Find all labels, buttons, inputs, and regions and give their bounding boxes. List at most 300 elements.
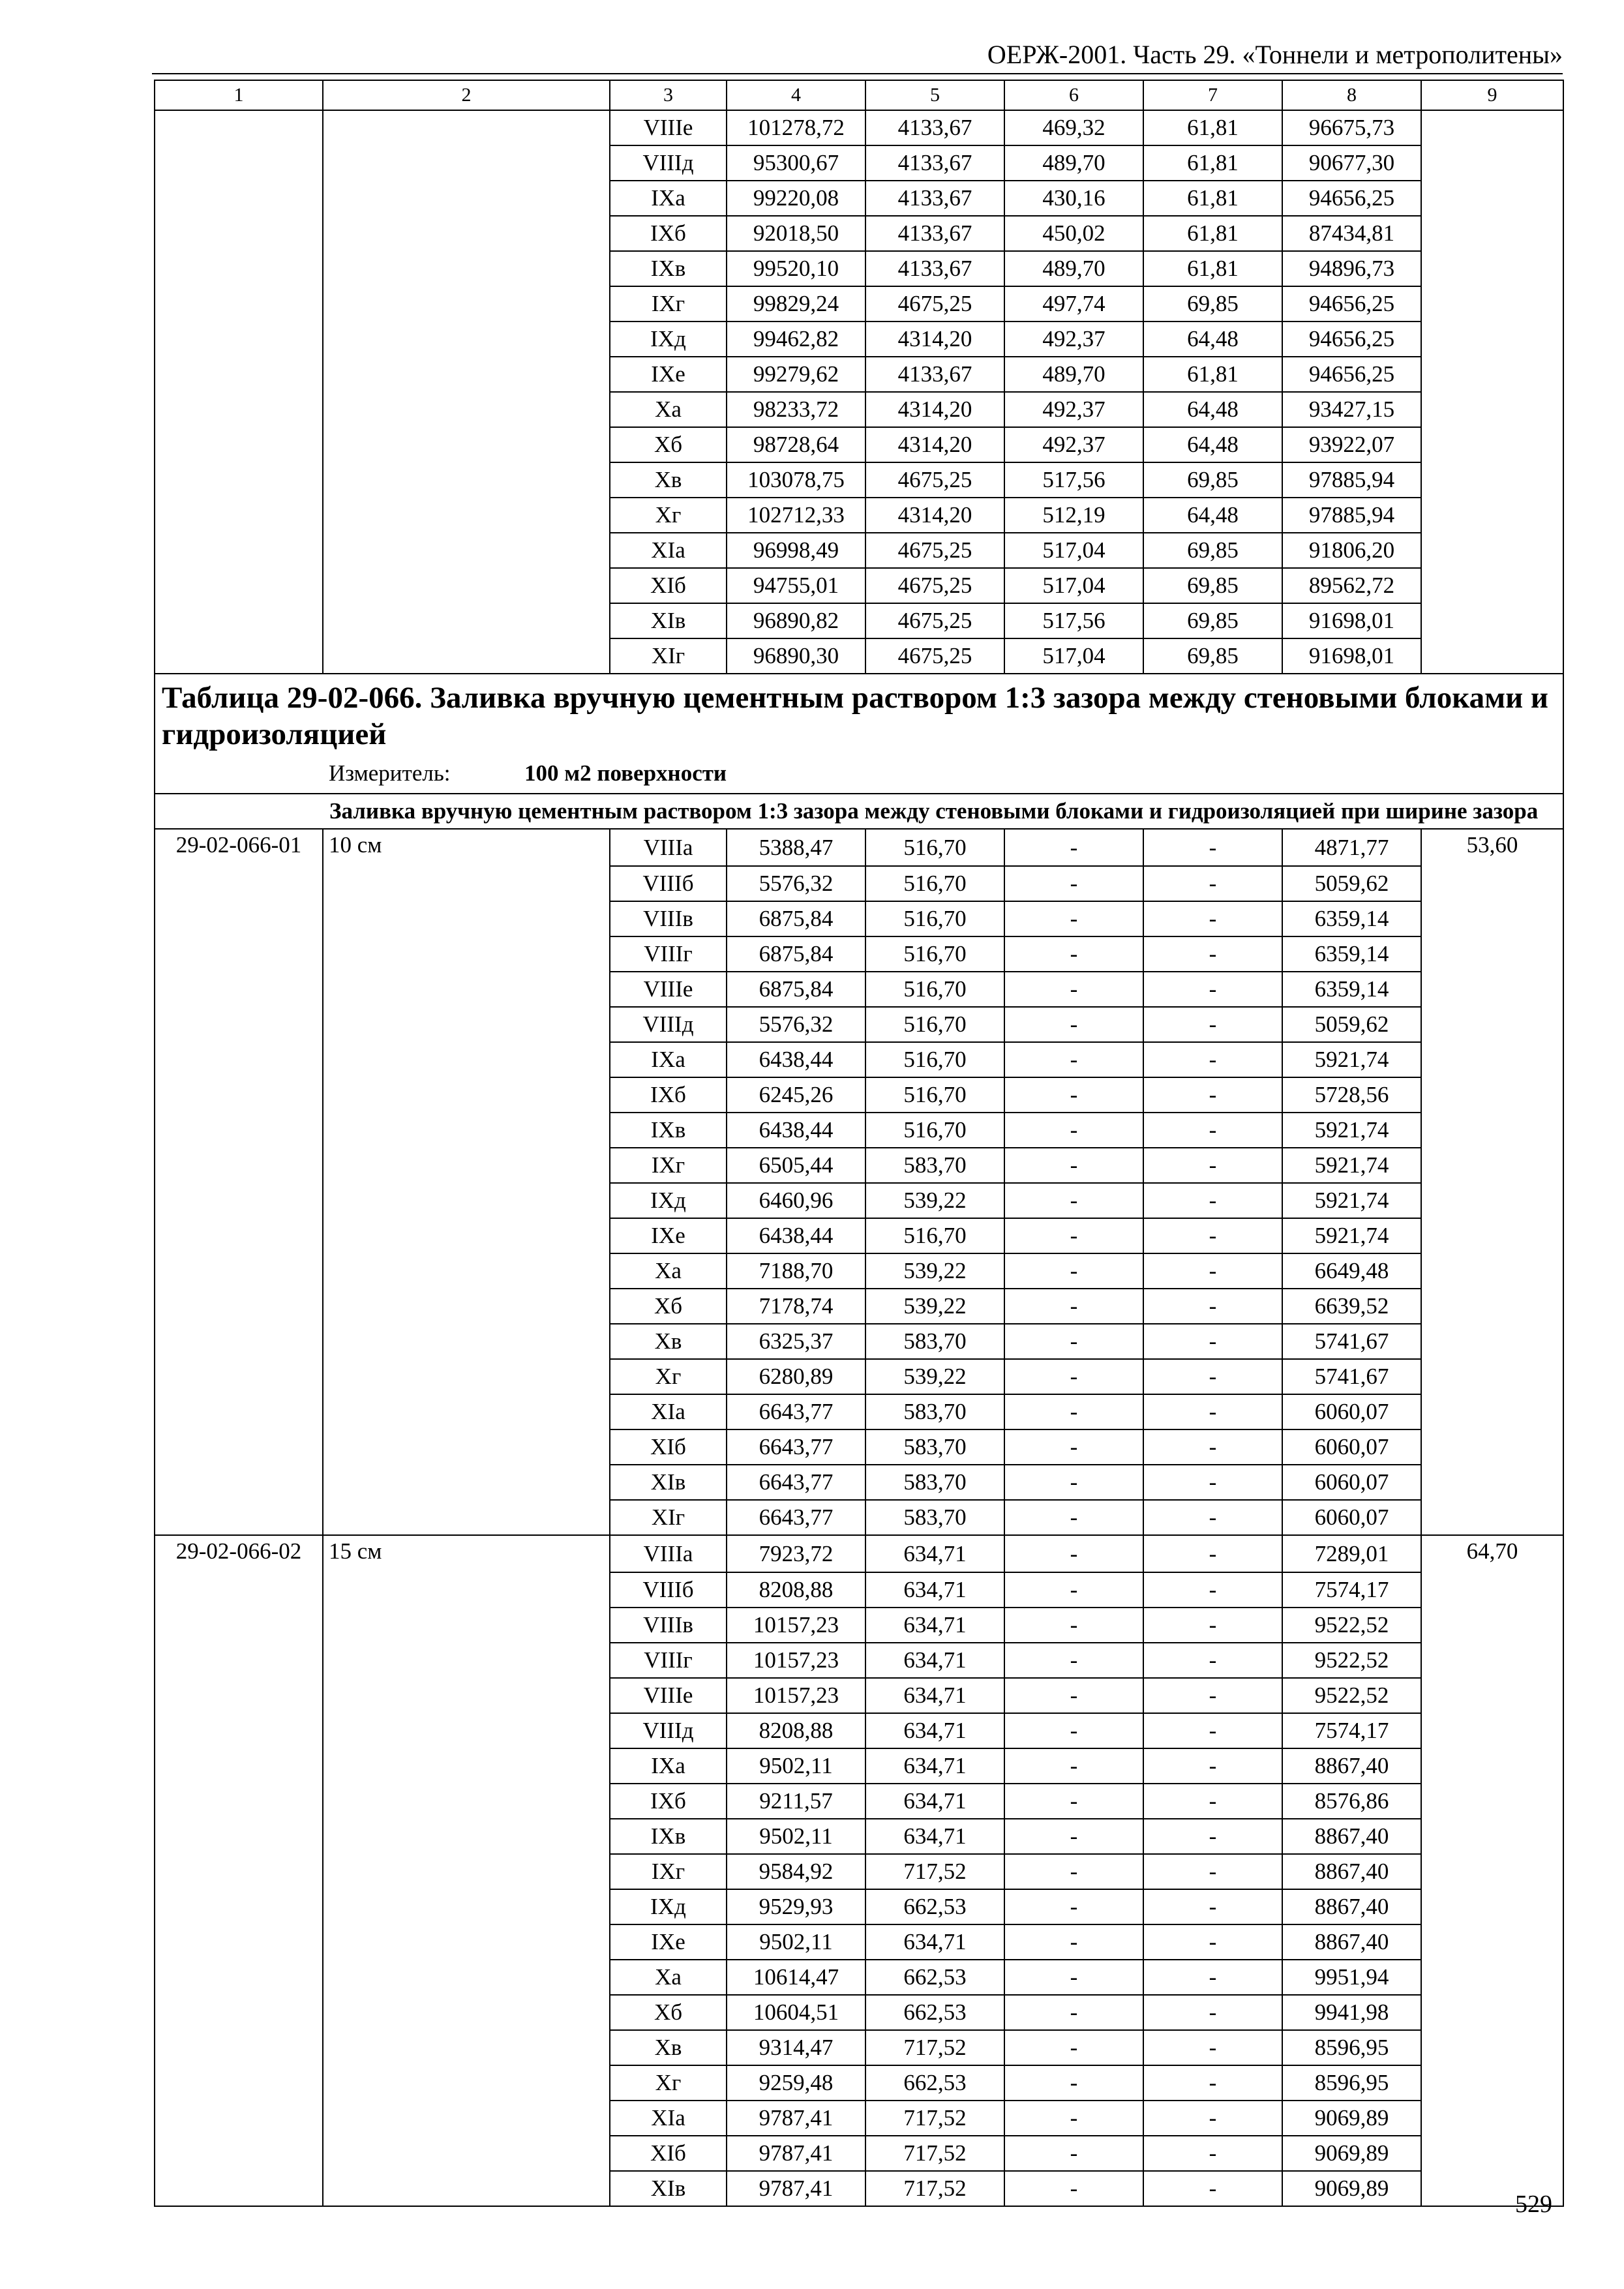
value-cell: 5388,47 xyxy=(727,829,865,866)
value-cell: 7574,17 xyxy=(1282,1713,1421,1748)
value-cell: 9951,94 xyxy=(1282,1960,1421,1995)
col9-cell-empty xyxy=(1421,1643,1563,1678)
value-cell: 8208,88 xyxy=(727,1713,865,1748)
name-cell xyxy=(323,603,610,638)
column-number: 6 xyxy=(1004,80,1143,110)
value-cell: - xyxy=(1143,1784,1282,1819)
code-cell-empty xyxy=(155,1289,323,1324)
value-cell: 4675,25 xyxy=(865,638,1004,674)
name-cell xyxy=(323,251,610,286)
value-cell: 69,85 xyxy=(1143,286,1282,322)
value-cell: 69,85 xyxy=(1143,568,1282,603)
value-cell: IXд xyxy=(610,322,727,357)
name-cell-empty xyxy=(323,1678,610,1713)
value-cell: - xyxy=(1004,1889,1143,1924)
value-cell: - xyxy=(1004,1429,1143,1465)
col9-cell-empty xyxy=(1421,1608,1563,1643)
value-cell: 634,71 xyxy=(865,1535,1004,1572)
value-cell: - xyxy=(1143,2101,1282,2136)
value-cell: - xyxy=(1004,2171,1143,2206)
col9-cell-empty xyxy=(1421,1324,1563,1359)
value-cell: 99220,08 xyxy=(727,181,865,216)
value-cell: 717,52 xyxy=(865,2030,1004,2065)
name-cell-empty xyxy=(323,1077,610,1113)
code-cell xyxy=(155,392,323,427)
value-cell: XIб xyxy=(610,2136,727,2171)
table-row xyxy=(155,216,1563,251)
value-cell: Xб xyxy=(610,427,727,462)
table-row xyxy=(155,2030,1563,2065)
name-cell-empty xyxy=(323,2065,610,2101)
value-cell: 9502,11 xyxy=(727,1748,865,1784)
value-cell: XIг xyxy=(610,1500,727,1535)
column-number: 7 xyxy=(1143,80,1282,110)
value-cell: Xа xyxy=(610,392,727,427)
value-cell: - xyxy=(1143,1113,1282,1148)
value-cell: 95300,67 xyxy=(727,145,865,181)
value-cell: - xyxy=(1143,1148,1282,1183)
value-cell: - xyxy=(1004,936,1143,972)
value-cell: 94755,01 xyxy=(727,568,865,603)
value-cell: 98728,64 xyxy=(727,427,865,462)
code-cell-empty xyxy=(155,1394,323,1429)
code-cell-empty xyxy=(155,1608,323,1643)
value-cell: 634,71 xyxy=(865,1643,1004,1678)
col9-cell-empty xyxy=(1421,1678,1563,1713)
value-cell: 9522,52 xyxy=(1282,1608,1421,1643)
col9-cell-empty xyxy=(1421,2065,1563,2101)
value-cell: - xyxy=(1143,1289,1282,1324)
value-cell: 61,81 xyxy=(1143,251,1282,286)
value-cell: - xyxy=(1004,1535,1143,1572)
code-cell-empty xyxy=(155,1678,323,1713)
code-cell xyxy=(155,357,323,392)
table-row xyxy=(155,1678,1563,1713)
value-cell: IXд xyxy=(610,1889,727,1924)
value-cell: 516,70 xyxy=(865,866,1004,901)
value-cell: - xyxy=(1004,1042,1143,1077)
value-cell: 6438,44 xyxy=(727,1113,865,1148)
name-cell xyxy=(323,568,610,603)
value-cell: 634,71 xyxy=(865,1924,1004,1960)
name-cell-empty xyxy=(323,1429,610,1465)
col9-cell-empty xyxy=(1421,866,1563,901)
value-cell: - xyxy=(1004,1359,1143,1394)
value-cell: 430,16 xyxy=(1004,181,1143,216)
value-cell: 97885,94 xyxy=(1282,462,1421,498)
code-cell xyxy=(155,638,323,674)
value-cell: - xyxy=(1004,1784,1143,1819)
value-cell: IXб xyxy=(610,1077,727,1113)
code-cell-empty xyxy=(155,1253,323,1289)
subtitle-row xyxy=(155,794,1563,829)
table-row xyxy=(155,322,1563,357)
name-cell xyxy=(323,110,610,145)
value-cell: 64,48 xyxy=(1143,427,1282,462)
name-cell-empty xyxy=(323,1042,610,1077)
code-cell-empty xyxy=(155,1148,323,1183)
value-cell: 10157,23 xyxy=(727,1678,865,1713)
value-cell: VIIIг xyxy=(610,1643,727,1678)
value-cell: 9787,41 xyxy=(727,2101,865,2136)
value-cell: 9502,11 xyxy=(727,1924,865,1960)
value-cell: 92018,50 xyxy=(727,216,865,251)
value-cell: 6359,14 xyxy=(1282,901,1421,936)
value-cell: - xyxy=(1143,1960,1282,1995)
value-cell: VIIIа xyxy=(610,1535,727,1572)
value-cell: - xyxy=(1004,1148,1143,1183)
name-cell-empty xyxy=(323,2136,610,2171)
col9-cell-empty xyxy=(1421,1148,1563,1183)
value-cell: 9502,11 xyxy=(727,1819,865,1854)
value-cell: - xyxy=(1143,1713,1282,1748)
code-cell-empty xyxy=(155,866,323,901)
table-row xyxy=(155,1042,1563,1077)
value-cell: 6325,37 xyxy=(727,1324,865,1359)
value-cell: 69,85 xyxy=(1143,638,1282,674)
table-row xyxy=(155,251,1563,286)
name-cell-empty xyxy=(323,1289,610,1324)
page-number: 529 xyxy=(1515,2191,1552,2218)
name-cell-empty xyxy=(323,936,610,972)
value-cell: 69,85 xyxy=(1143,533,1282,568)
value-cell: - xyxy=(1004,1572,1143,1608)
value-cell: 6875,84 xyxy=(727,936,865,972)
value-cell: - xyxy=(1004,1007,1143,1042)
col9-cell xyxy=(1421,357,1563,392)
value-cell: 489,70 xyxy=(1004,251,1143,286)
col9-cell-empty xyxy=(1421,1289,1563,1324)
table-row xyxy=(155,1608,1563,1643)
value-cell: IXб xyxy=(610,216,727,251)
code-cell xyxy=(155,498,323,533)
value-cell: 91806,20 xyxy=(1282,533,1421,568)
value-cell: - xyxy=(1004,1643,1143,1678)
value-cell: 87434,81 xyxy=(1282,216,1421,251)
name-cell xyxy=(323,392,610,427)
value-cell: - xyxy=(1004,2065,1143,2101)
code-cell-empty xyxy=(155,2030,323,2065)
value-cell: IXе xyxy=(610,1924,727,1960)
col9-cell-empty xyxy=(1421,2136,1563,2171)
col9-cell xyxy=(1421,603,1563,638)
value-cell: 6359,14 xyxy=(1282,936,1421,972)
value-cell: XIв xyxy=(610,2171,727,2206)
table-row xyxy=(155,603,1563,638)
code-cell-empty xyxy=(155,1113,323,1148)
value-cell: 634,71 xyxy=(865,1678,1004,1713)
code-cell xyxy=(155,145,323,181)
value-cell: 492,37 xyxy=(1004,392,1143,427)
col9-cell-empty xyxy=(1421,1924,1563,1960)
value-cell: 6060,07 xyxy=(1282,1500,1421,1535)
code-cell-empty xyxy=(155,1324,323,1359)
value-cell: 61,81 xyxy=(1143,357,1282,392)
table-row xyxy=(155,1007,1563,1042)
col9-cell-empty xyxy=(1421,972,1563,1007)
value-cell: 5728,56 xyxy=(1282,1077,1421,1113)
value-cell: 9584,92 xyxy=(727,1854,865,1889)
table-row xyxy=(155,1854,1563,1889)
code-cell-empty xyxy=(155,1572,323,1608)
code-cell-empty xyxy=(155,1995,323,2030)
value-cell: 94896,73 xyxy=(1282,251,1421,286)
name-cell-empty xyxy=(323,1608,610,1643)
value-cell: IXг xyxy=(610,1854,727,1889)
table-row xyxy=(155,1889,1563,1924)
value-cell: 5059,62 xyxy=(1282,866,1421,901)
value-cell: - xyxy=(1004,1748,1143,1784)
value-cell: 539,22 xyxy=(865,1359,1004,1394)
value-cell: - xyxy=(1004,2030,1143,2065)
value-cell: 4133,67 xyxy=(865,357,1004,392)
value-cell: 6875,84 xyxy=(727,901,865,936)
col9-cell xyxy=(1421,216,1563,251)
value-cell: 8867,40 xyxy=(1282,1748,1421,1784)
value-cell: VIIIб xyxy=(610,866,727,901)
value-cell: 717,52 xyxy=(865,2136,1004,2171)
value-cell: Xг xyxy=(610,1359,727,1394)
value-cell: 516,70 xyxy=(865,972,1004,1007)
code-cell-empty xyxy=(155,1960,323,1995)
code-cell-empty xyxy=(155,1854,323,1889)
code-cell-empty xyxy=(155,972,323,1007)
value-cell: - xyxy=(1143,1359,1282,1394)
value-cell: 634,71 xyxy=(865,1784,1004,1819)
name-cell xyxy=(323,216,610,251)
value-cell: 94656,25 xyxy=(1282,357,1421,392)
value-cell: 4314,20 xyxy=(865,392,1004,427)
code-cell xyxy=(155,181,323,216)
value-cell: - xyxy=(1143,1500,1282,1535)
value-cell: IXа xyxy=(610,1042,727,1077)
column-number-row xyxy=(155,80,1563,110)
value-cell: Xа xyxy=(610,1960,727,1995)
table-row xyxy=(155,1394,1563,1429)
value-cell: 10157,23 xyxy=(727,1608,865,1643)
column-number: 4 xyxy=(727,80,865,110)
table-row xyxy=(155,1113,1563,1148)
value-cell: 6639,52 xyxy=(1282,1289,1421,1324)
table-row xyxy=(155,1643,1563,1678)
value-cell: - xyxy=(1004,1713,1143,1748)
col9-cell-empty xyxy=(1421,1713,1563,1748)
value-cell: Xв xyxy=(610,1324,727,1359)
value-cell: - xyxy=(1143,1394,1282,1429)
table-row xyxy=(155,1324,1563,1359)
value-cell: 102712,33 xyxy=(727,498,865,533)
value-cell: 516,70 xyxy=(865,1218,1004,1253)
value-cell: 8867,40 xyxy=(1282,1924,1421,1960)
value-cell: 492,37 xyxy=(1004,322,1143,357)
code-cell-empty xyxy=(155,1359,323,1394)
name-cell-empty xyxy=(323,1253,610,1289)
column-number: 1 xyxy=(155,80,323,110)
col9-cell-empty xyxy=(1421,1500,1563,1535)
name-cell xyxy=(323,533,610,568)
value-cell: 489,70 xyxy=(1004,145,1143,181)
value-cell: 450,02 xyxy=(1004,216,1143,251)
code-cell-empty xyxy=(155,1500,323,1535)
value-cell: 4675,25 xyxy=(865,462,1004,498)
table-row xyxy=(155,936,1563,972)
unit-value: 100 м2 поверхности xyxy=(524,760,727,786)
value-cell: - xyxy=(1143,1077,1282,1113)
value-cell: 8576,86 xyxy=(1282,1784,1421,1819)
value-cell: 9522,52 xyxy=(1282,1678,1421,1713)
value-cell: 4314,20 xyxy=(865,427,1004,462)
value-cell: Xв xyxy=(610,2030,727,2065)
col9-cell-empty xyxy=(1421,2101,1563,2136)
code-cell-empty xyxy=(155,1183,323,1218)
header-rule xyxy=(152,73,1563,74)
value-cell: - xyxy=(1004,1960,1143,1995)
value-cell: - xyxy=(1143,1748,1282,1784)
value-cell: 9787,41 xyxy=(727,2171,865,2206)
code-cell-empty xyxy=(155,2171,323,2206)
table-row xyxy=(155,392,1563,427)
value-cell: 6875,84 xyxy=(727,972,865,1007)
table-row xyxy=(155,1183,1563,1218)
name-cell xyxy=(323,286,610,322)
code-cell xyxy=(155,286,323,322)
value-cell: 517,04 xyxy=(1004,638,1143,674)
code-cell-empty xyxy=(155,2101,323,2136)
value-cell: 583,70 xyxy=(865,1324,1004,1359)
value-cell: Xб xyxy=(610,1995,727,2030)
value-cell: 64,48 xyxy=(1143,322,1282,357)
value-cell: - xyxy=(1004,1253,1143,1289)
table-row xyxy=(155,462,1563,498)
value-cell: - xyxy=(1143,972,1282,1007)
value-cell: Xв xyxy=(610,462,727,498)
value-cell: 4314,20 xyxy=(865,322,1004,357)
code-cell xyxy=(155,533,323,568)
name-cell-empty xyxy=(323,1713,610,1748)
table-row xyxy=(155,1995,1563,2030)
code-cell xyxy=(155,322,323,357)
col9-cell-empty xyxy=(1421,1748,1563,1784)
column-number: 2 xyxy=(323,80,610,110)
code-cell xyxy=(155,216,323,251)
col9-cell-empty xyxy=(1421,1572,1563,1608)
value-cell: 516,70 xyxy=(865,1077,1004,1113)
col9-cell xyxy=(1421,498,1563,533)
code-cell-empty xyxy=(155,2065,323,2101)
value-cell: - xyxy=(1004,1289,1143,1324)
value-cell: 662,53 xyxy=(865,1960,1004,1995)
name-cell-empty xyxy=(323,1819,610,1854)
value-cell: 6359,14 xyxy=(1282,972,1421,1007)
table-row xyxy=(155,901,1563,936)
value-cell: 5921,74 xyxy=(1282,1113,1421,1148)
col9-cell: 64,70 xyxy=(1421,1535,1563,1572)
value-cell: 99279,62 xyxy=(727,357,865,392)
value-cell: 5921,74 xyxy=(1282,1218,1421,1253)
value-cell: - xyxy=(1143,2065,1282,2101)
code-cell-empty xyxy=(155,1748,323,1784)
col9-cell-empty xyxy=(1421,1995,1563,2030)
col9-cell xyxy=(1421,638,1563,674)
value-cell: VIIIг xyxy=(610,936,727,972)
value-cell: 9069,89 xyxy=(1282,2171,1421,2206)
name-cell-empty xyxy=(323,1572,610,1608)
table-title-cell xyxy=(155,674,1563,794)
table-row xyxy=(155,110,1563,145)
value-cell: XIб xyxy=(610,1429,727,1465)
table-row xyxy=(155,1819,1563,1854)
value-cell: 634,71 xyxy=(865,1713,1004,1748)
value-cell: - xyxy=(1004,1608,1143,1643)
value-cell: - xyxy=(1004,972,1143,1007)
value-cell: Xг xyxy=(610,2065,727,2101)
table-row xyxy=(155,427,1563,462)
value-cell: 583,70 xyxy=(865,1394,1004,1429)
value-cell: 93427,15 xyxy=(1282,392,1421,427)
name-cell-empty xyxy=(323,1218,610,1253)
value-cell: XIб xyxy=(610,568,727,603)
table-title: Таблица 29-02-066. Заливка вручную цементным раствором 1:3 зазора между стеновыми блоками и гидроизоляцией xyxy=(162,681,1548,751)
value-cell: 516,70 xyxy=(865,829,1004,866)
value-cell: 8596,95 xyxy=(1282,2030,1421,2065)
value-cell: IXе xyxy=(610,1218,727,1253)
code-cell-empty xyxy=(155,936,323,972)
value-cell: 662,53 xyxy=(865,2065,1004,2101)
code-cell xyxy=(155,110,323,145)
table-row xyxy=(155,1359,1563,1394)
value-cell: 517,04 xyxy=(1004,533,1143,568)
value-cell: 64,48 xyxy=(1143,392,1282,427)
col9-cell-empty xyxy=(1421,1007,1563,1042)
value-cell: VIIIд xyxy=(610,1007,727,1042)
value-cell: 717,52 xyxy=(865,2171,1004,2206)
value-cell: 539,22 xyxy=(865,1183,1004,1218)
col9-cell-empty xyxy=(1421,1077,1563,1113)
col9-cell xyxy=(1421,462,1563,498)
value-cell: IXг xyxy=(610,286,727,322)
value-cell: 91698,01 xyxy=(1282,638,1421,674)
value-cell: - xyxy=(1143,1678,1282,1713)
value-cell: 4133,67 xyxy=(865,181,1004,216)
value-cell: 7574,17 xyxy=(1282,1572,1421,1608)
value-cell: IXа xyxy=(610,1748,727,1784)
value-cell: 516,70 xyxy=(865,901,1004,936)
col9-cell-empty xyxy=(1421,1429,1563,1465)
table-row xyxy=(155,568,1563,603)
col9-cell xyxy=(1421,286,1563,322)
code-cell-empty xyxy=(155,1429,323,1465)
value-cell: - xyxy=(1004,1678,1143,1713)
value-cell: XIв xyxy=(610,603,727,638)
value-cell: IXе xyxy=(610,357,727,392)
value-cell: 6643,77 xyxy=(727,1500,865,1535)
value-cell: - xyxy=(1004,1465,1143,1500)
name-cell-empty xyxy=(323,1183,610,1218)
value-cell: 5059,62 xyxy=(1282,1007,1421,1042)
value-cell: 516,70 xyxy=(865,936,1004,972)
name-cell-empty xyxy=(323,1889,610,1924)
col9-cell-empty xyxy=(1421,1183,1563,1218)
table-row xyxy=(155,181,1563,216)
value-cell: 6505,44 xyxy=(727,1148,865,1183)
value-cell: - xyxy=(1143,1429,1282,1465)
value-cell: 583,70 xyxy=(865,1500,1004,1535)
name-cell-empty xyxy=(323,901,610,936)
code-cell: 29-02-066-02 xyxy=(155,1535,323,1572)
value-cell: 634,71 xyxy=(865,1608,1004,1643)
value-cell: 64,48 xyxy=(1143,498,1282,533)
value-cell: - xyxy=(1143,829,1282,866)
